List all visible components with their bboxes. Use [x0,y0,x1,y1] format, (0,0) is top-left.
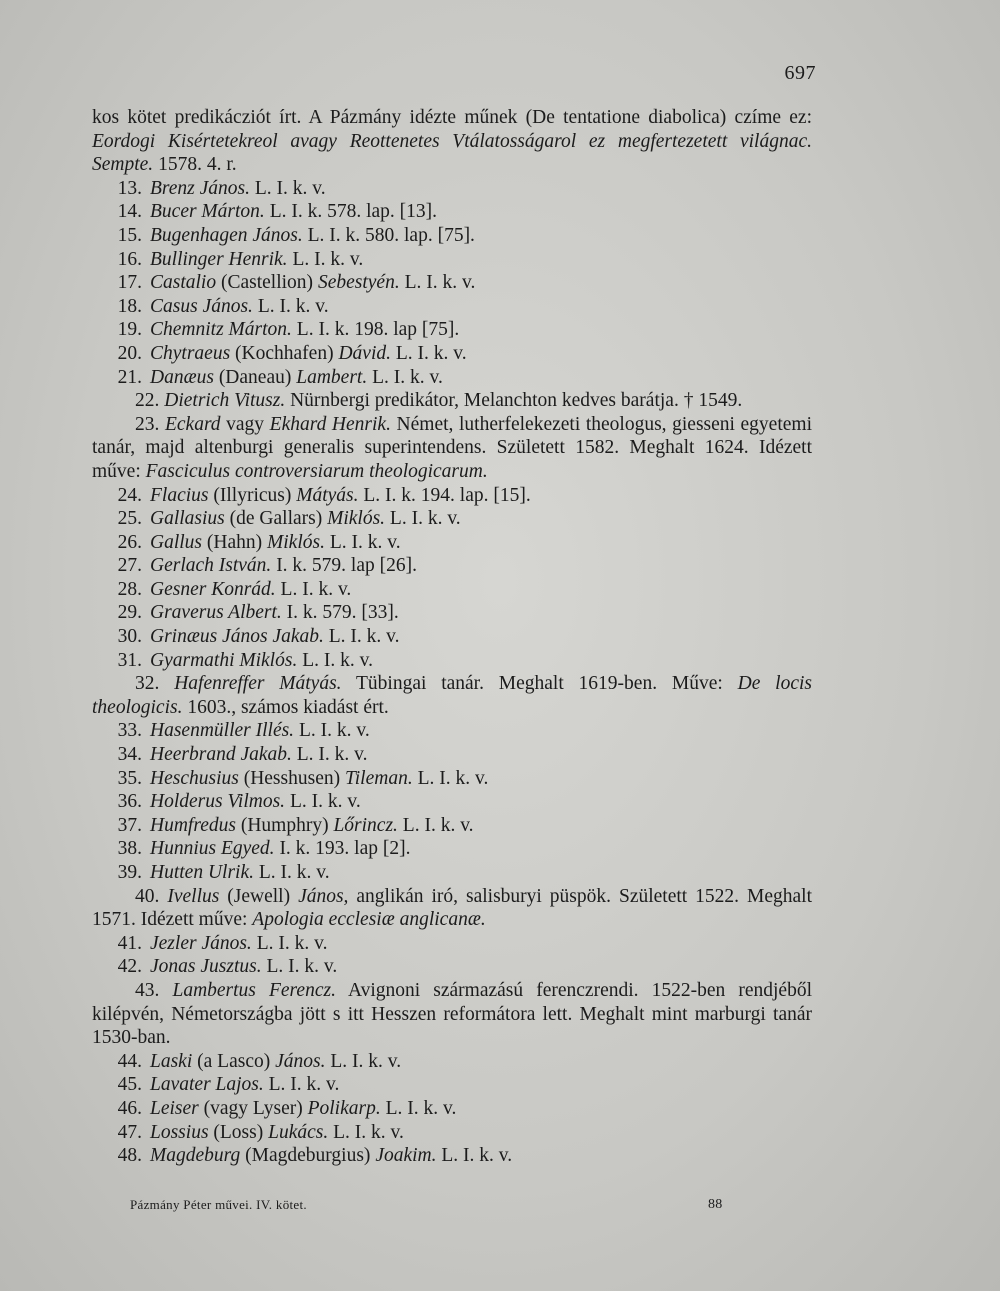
entry-details: L. I. k. v. [390,342,467,364]
entry-name-second: Sebestyén. [317,272,400,294]
entry-name: Magdeburg [150,1145,241,1167]
intro-title: Eordogi Kisértetekreol avagy Reottenetes Vtálatosságarol ez megfertezetett világnac. Sempte. [92,130,812,176]
entry-details: L. I. k. v. [397,814,474,836]
list-item [92,507,812,531]
entry-name: Holderus Vilmos. [150,791,286,813]
list-item [92,649,812,673]
list-item [92,767,812,791]
entry-name: Lambertus Ferencz. [172,979,336,1001]
list-item [92,342,812,366]
entry-number: 37. [117,814,142,836]
list-item [92,554,812,578]
entry-note: (Jewell) [219,885,299,907]
entry-number: 16. [117,248,142,270]
entry-name: Gallus [150,531,203,553]
list-item [92,177,812,201]
entry-name-second: János, [298,885,349,907]
entry-content [142,508,461,529]
entry-details: L. I. k. v. [261,956,338,978]
entry-work-title: De locis theologicis. [92,673,812,718]
entry-details: L. I. k. v. [399,272,476,294]
entry-name: Danæus [150,366,214,388]
entry-details: L. I. k. v. [285,791,361,813]
entry-content [142,201,437,222]
entry-number: 35. [117,767,142,789]
entry-name: Graverus Albert. [150,602,282,624]
list-item [92,1050,812,1074]
entry-name: Hafenreffer Mátyás. [174,673,342,695]
entry-number: 17. [117,272,142,294]
entry-details: Avignoni származású ferenczrendi. 1522-ben rendjéből kilépvén, Németországba jött s itt Hesszen reformátora lett. Meghalt mint marburgi tanár 1530-ban. [92,979,812,1049]
entry-content [142,720,370,741]
entry-content [92,414,812,482]
list-item [92,224,812,248]
list-item [92,672,812,719]
entry-details: L. I. k. v. [263,1074,340,1096]
entry-details: L. I. k. v. [436,1145,513,1167]
entry-content [142,296,329,317]
list-item [92,318,812,342]
entry-details: L. I. k. v. [323,626,400,648]
entry-number: 42. [117,956,142,978]
body-text [92,106,812,1168]
entry-content [142,933,327,954]
entry-name: Gallasius [150,508,225,530]
list-item [92,1097,812,1121]
list-item [92,271,812,295]
entry-name-second: Miklós. [267,531,325,553]
entry-details: L. I. k. v. [385,508,461,530]
entry-details: L. I. k. v. [251,932,328,954]
entry-number: 33. [117,720,142,742]
entry-details: L. I. k. v. [294,720,370,742]
entry-details: L. I. k. 578. lap. [13]. [264,201,438,223]
entry-note: (Hahn) [202,531,267,553]
entry-content [142,555,417,576]
list-item [92,885,812,932]
intro-date: 1578. 4. r. [153,154,237,176]
entry-name-second: Tileman. [344,767,413,789]
entry-content [142,768,488,789]
entry-name-second: Lukács. [268,1121,329,1143]
entry-content [142,838,411,859]
entry-number: 45. [117,1074,142,1096]
footer-signature-number: 88 [708,1197,723,1212]
entry-name: Hasenmüller Illés. [150,720,295,742]
entry-name: Ivellus [167,885,220,907]
entry-content [142,862,330,883]
entry-content [142,1122,404,1143]
entry-number: 39. [117,862,142,883]
entry-number: 47. [117,1121,142,1143]
entry-details: L. I. k. v. [253,862,330,883]
entry-name: Hutten Ulrik. [150,862,254,883]
entry-number: 18. [117,295,142,317]
list-item [92,366,812,390]
entry-note: (de Gallars) [224,508,328,530]
entry-details-tail: 1603., számos kiadást ért. [182,696,389,718]
list-item [92,295,812,319]
entry-name: Gyarmathi Miklós. [150,649,298,671]
entry-content [142,579,351,600]
entry-details: L. I. k. 198. lap [75]. [291,319,460,341]
entry-name: Heerbrand Jakab. [150,744,292,766]
entry-content [142,367,443,388]
entry-name: Heschusius [150,767,239,789]
entry-details: Tübingai tanár. Meghalt 1619-ben. Műve: [341,673,738,695]
list-item [92,837,812,861]
entry-number: 30. [117,626,142,648]
entry-note: (Kochhafen) [230,342,339,364]
entry-number: 23. [135,413,160,435]
entry-content [142,272,475,293]
entry-name: Castalio [150,272,217,294]
entry-name: Jezler János. [150,932,252,954]
entry-name: Chytraeus [150,342,231,364]
entry-content [142,249,363,270]
list-item [92,719,812,743]
entry-details: L. I. k. v. [412,767,489,789]
entry-details: I. k. 579. lap [26]. [271,555,417,577]
page-number: 697 [784,62,816,84]
entry-number: 48. [117,1145,142,1167]
entry-content [142,815,474,836]
list-item [92,1121,812,1145]
entry-name: Hunnius Egyed. [150,838,275,860]
entry-details: L. I. k. v. [250,177,326,199]
entry-name-second: Ekhard Henrik. [269,413,391,435]
list-item [92,248,812,272]
list-item [92,1144,812,1168]
entry-note: (Daneau) [213,366,297,388]
entry-name-second: János. [275,1050,326,1072]
list-item [92,955,812,979]
list-item [92,743,812,767]
entry-content [142,626,400,647]
entry-content [142,650,373,671]
entry-content [142,1074,339,1095]
entry-content [142,485,531,506]
list-item [92,625,812,649]
entry-name-second: Lőrincz. [333,814,398,836]
entry-content [92,980,812,1048]
entry-content [142,178,326,199]
entry-number: 28. [117,578,142,600]
entry-details: L. I. k. v. [328,1121,404,1143]
entry-number: 31. [117,649,142,671]
entry-number: 26. [117,531,142,553]
entry-number: 13. [117,177,142,199]
entry-name: Casus János. [150,295,253,317]
entry-number: 38. [117,838,142,860]
entry-note: (Magdeburgius) [240,1145,376,1167]
list-item [92,814,812,838]
entry-details: anglikán iró, salisburyi püspök. Született 1522. Meghalt 1571. Idézett műve: [92,885,812,931]
entry-number: 46. [117,1097,142,1119]
entry-details: L. I. k. v. [291,744,368,766]
entry-details: L. I. k. v. [275,578,352,600]
entry-content [142,791,361,812]
entry-number: 25. [117,508,142,530]
list-item [92,601,812,625]
entry-note: (vagy Lyser) [198,1097,308,1119]
entry-content [92,673,812,718]
entry-number: 14. [117,201,142,223]
entry-name: Lavater Lajos. [150,1074,264,1096]
entry-work-title: Apologia ecclesiæ anglicanæ. [252,909,486,931]
entry-content [142,956,337,977]
entry-number: 15. [117,224,142,246]
entry-details: L. I. k. v. [367,366,443,388]
entry-name-second: Joakim. [375,1145,437,1167]
entry-content [142,602,399,623]
entry-name-second: Miklós. [327,508,386,530]
entry-note: (a Lasco) [192,1050,276,1072]
entry-number: 43. [135,979,160,1001]
entry-content [142,1145,512,1166]
entry-details: L. I. k. v. [252,295,329,317]
entry-number: 19. [117,319,142,341]
list-item [92,413,812,484]
entry-name: Bugenhagen János. [150,224,303,246]
entry-name: Laski [150,1050,193,1072]
entry-name: Gerlach István. [150,555,272,577]
entry-name-second: Lambert. [296,366,368,388]
entry-details: Nürnbergi predikátor, Melanchton kedves barátja. † 1549. [285,390,743,412]
entry-details: L. I. k. v. [324,531,401,553]
entry-number: 27. [117,555,142,577]
entry-name: Jonas Jusztus. [150,956,262,978]
entry-number: 40. [135,885,160,907]
entry-number: 21. [117,366,142,388]
footer-book-title: Pázmány Péter művei. IV. kötet. [130,1197,307,1212]
list-item [92,932,812,956]
list-item [92,861,812,885]
entry-note: vagy [220,413,270,435]
entry-details: I. k. 193. lap [2]. [274,838,411,860]
entry-details: I. k. 579. [33]. [281,602,399,624]
entry-note: (Castellion) [216,272,318,294]
entry-number: 41. [117,932,142,954]
entry-number: 36. [117,791,142,813]
entry-name: Chemnitz Márton. [150,319,292,341]
entry-details: L. I. k. v. [325,1050,402,1072]
entry-content [142,343,467,364]
intro-paragraph [92,106,812,177]
entry-details: L. I. k. v. [287,248,364,270]
entry-name-second: Dávid. [338,342,391,364]
list-item [92,484,812,508]
entry-details: L. I. k. 580. lap. [75]. [302,224,475,246]
entry-details: L. I. k. v. [380,1097,457,1119]
entry-details: L. I. k. 194. lap. [15]. [358,484,531,506]
entry-number: 32. [135,673,160,695]
entry-number: 20. [117,342,142,364]
list-item [92,389,812,413]
entry-name: Humfredus [150,814,236,836]
entry-content [142,1098,456,1119]
entry-note: (Loss) [208,1121,269,1143]
entry-name: Flacius [150,484,209,506]
entry-name: Brenz János. [150,177,251,199]
entry-number: 44. [117,1050,142,1072]
entry-name: Leiser [150,1097,199,1119]
entry-number: 24. [117,484,142,506]
entry-name: Lossius [150,1121,209,1143]
entry-name: Bullinger Henrik. [150,248,288,270]
list-item [92,790,812,814]
entry-name: Bucer Márton. [150,201,265,223]
entry-note: (Illyricus) [208,484,297,506]
entry-name-second: Polikarp. [307,1097,381,1119]
entry-number: 29. [117,602,142,624]
entry-details: Német, lutherfelekezeti theologus, giesseni egyetemi tanár, majd altenburgi generalis superintendens. Született 1582. Meghalt 1624. Idézett műve: [92,413,812,482]
entry-name: Eckard [164,413,221,435]
entry-content [142,532,401,553]
list-item [92,1073,812,1097]
entry-note: (Humphry) [235,814,334,836]
entry-name: Grinæus János Jakab. [150,626,324,648]
entry-list [92,177,812,1168]
entry-content [92,886,812,931]
entry-content [142,225,475,246]
list-item [92,200,812,224]
list-item [92,531,812,555]
entry-content [142,744,368,765]
list-item [92,578,812,602]
entry-name: Dietrich Vitusz. [164,390,286,412]
entry-number: 22. [135,390,160,412]
entry-note: (Hesshusen) [238,767,345,789]
entry-content [164,390,742,411]
list-item [92,979,812,1050]
entry-name: Gesner Konrád. [150,578,276,600]
entry-number: 34. [117,744,142,766]
entry-content [142,319,459,340]
entry-details: L. I. k. v. [297,649,373,671]
entry-content [142,1051,401,1072]
entry-work-title: Fasciculus controversiarum theologicarum. [145,460,488,482]
entry-name-second: Mátyás. [296,484,359,506]
intro-text: kos kötet predikácziót írt. A Pázmány idézte műnek (De tentatione diabolica) czíme ez: [92,107,812,128]
